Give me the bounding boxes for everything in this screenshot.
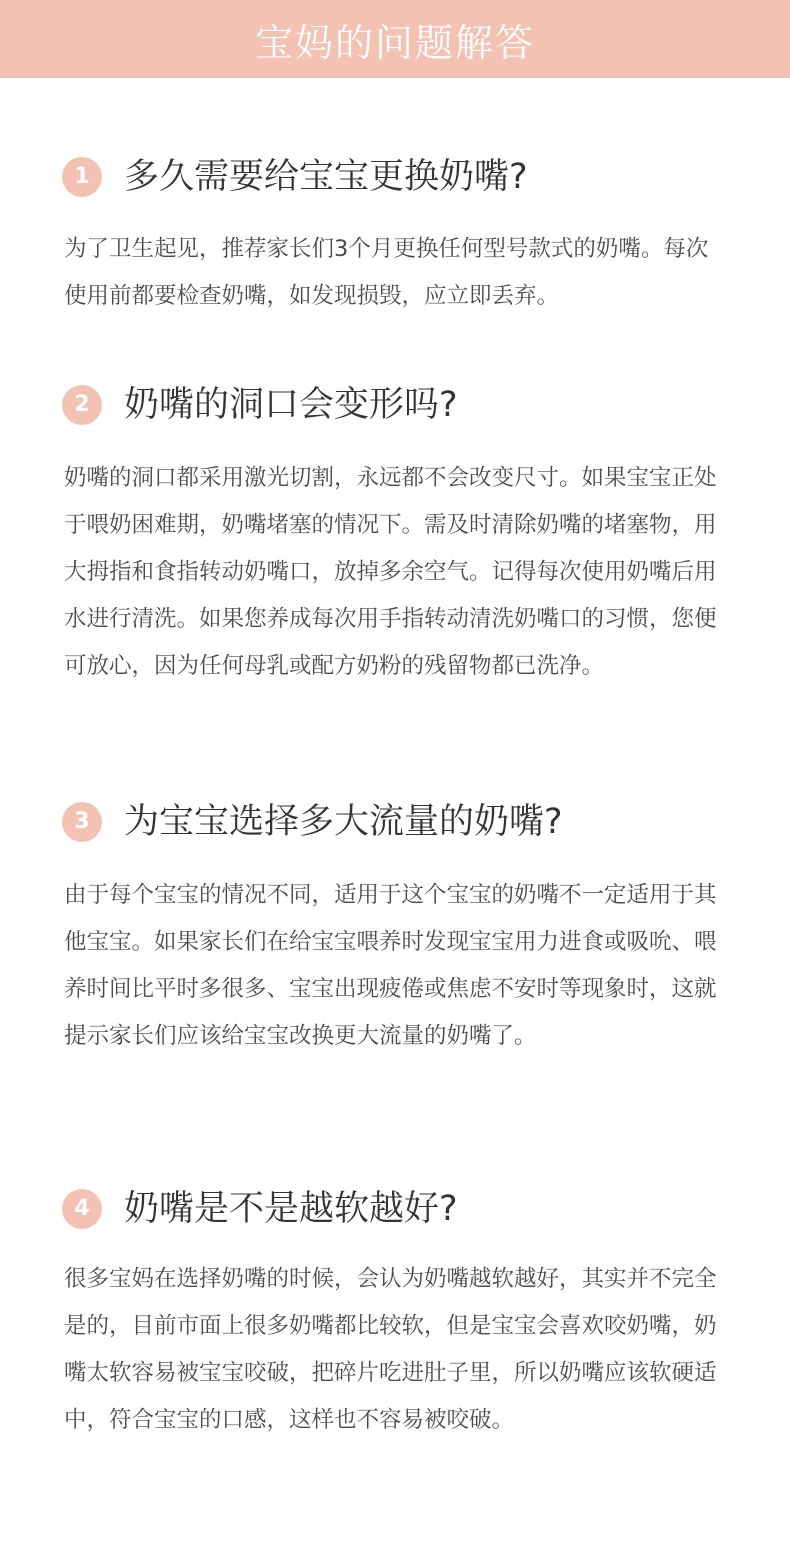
answer-text: 为了卫生起见，推荐家长们3个月更换任何型号款式的奶嘴。每次使用前都要检查奶嘴，如发现损毁，应立即丢弃。 xyxy=(64,236,709,309)
question-text: 奶嘴的洞口会变形吗? xyxy=(124,385,458,425)
qa-heading xyxy=(0,152,790,202)
answer-text: 奶嘴的洞口都采用激光切割，永远都不会改变尺寸。如果宝宝正处于喂奶困难期，奶嘴堵塞的情况下。需及时清除奶嘴的堵塞物，用大拇指和食指转动奶嘴口，放掉多余空气。记得每次使用奶嘴后用水进行清洗。如果您养成每次用手指转动清洗奶嘴口的习惯，您便可放心，因为任何母乳或配方奶粉的残留物都已洗净。 xyxy=(64,465,717,679)
answer-text: 由于每个宝宝的情况不同，适用于这个宝宝的奶嘴不一定适用于其他宝宝。如果家长们在给宝宝喂养时发现宝宝用力进食或吸吮、喂养时间比平时多很多、宝宝出现疲倦或焦虑不安时等现象时，这就提示家长们应该给宝宝改换更大流量的奶嘴了。 xyxy=(64,882,717,1049)
header-banner xyxy=(0,0,790,78)
question-text: 为宝宝选择多大流量的奶嘴? xyxy=(124,802,563,842)
number-badge: 1 xyxy=(62,157,102,197)
answer-text: 很多宝妈在选择奶嘴的时候，会认为奶嘴越软越好，其实并不完全是的，目前市面上很多奶嘴都比较软，但是宝宝会喜欢咬奶嘴，奶嘴太软容易被宝宝咬破，把碎片吃进肚子里，所以奶嘴应该软硬适中，符合宝宝的口感，这样也不容易被咬破。 xyxy=(64,1266,717,1433)
qa-heading xyxy=(0,380,790,430)
question-text: 奶嘴是不是越软越好? xyxy=(124,1189,458,1229)
question-text: 多久需要给宝宝更换奶嘴? xyxy=(124,157,528,197)
page-title: 宝妈的问题解答 xyxy=(254,20,535,65)
number-badge: 2 xyxy=(62,385,102,425)
number-badge: 4 xyxy=(62,1189,102,1229)
qa-item-3 xyxy=(0,797,790,1049)
qa-item-1 xyxy=(0,152,790,309)
qa-item-4 xyxy=(0,1184,790,1433)
qa-item-2 xyxy=(0,380,790,679)
number-badge: 3 xyxy=(62,802,102,842)
qa-heading xyxy=(0,797,790,847)
qa-heading xyxy=(0,1184,790,1234)
